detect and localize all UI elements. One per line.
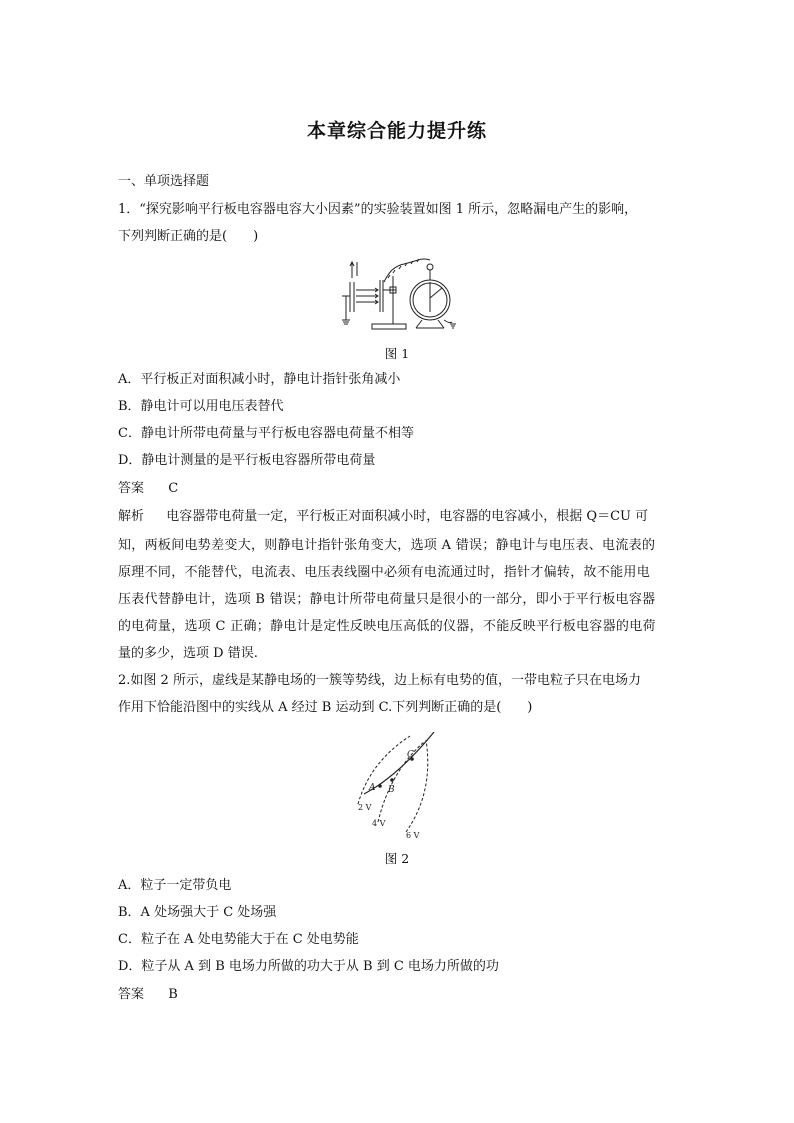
point-b [390,778,394,782]
q1-option-c: C．静电计所带电荷量与平行板电容器电荷量不相等 [118,426,414,441]
q1-option-d: D．静电计测量的是平行板电容器所带电荷量 [118,453,376,468]
page-title: 本章综合能力提升练 [306,120,487,142]
q1-analysis-line4: 压表代替静电计，选项 B 错误；静电计所带电荷量只是很小的一部分，即小于平行板电容器 [118,592,656,607]
label-b: B [388,785,395,795]
label-2v: 2 V [358,803,372,812]
q1-analysis-line1 [118,508,648,526]
figure-2-equipotentials [350,732,440,842]
equipotential-4v [378,742,424,822]
q1-analysis-label: 解析 [118,509,145,524]
q2-option-b: B．A 处场强大于 C 处场强 [118,905,277,920]
q1-option-b: B．静电计可以用电压表替代 [118,399,284,414]
q2-option-d: D．粒子从 A 到 B 电场力所做的功大于从 B 到 C 电场力所做的功 [118,959,499,974]
label-4v: 4 V [372,819,386,828]
q1-analysis-line5: 的电荷量，选项 C 正确；静电计是定性反映电压高低的仪器，不能反映平行板电容器的电荷 [118,619,656,634]
q1-analysis-line3: 原理不同，不能替代，电流表、电压表线圈中必须有电流通过时，指针才偏转，故不能用电 [118,565,651,580]
q2-stem-line1: 2.如图 2 所示，虚线是某静电场的一簇等势线，边上标有电势的值，一带电粒子只在电场力 [118,673,641,688]
q2-option-c: C．粒子在 A 处电势能大于在 C 处电势能 [118,932,359,947]
label-a: A [369,783,376,793]
q1-option-a: A．平行板正对面积减小时，静电计指针张角减小 [118,372,401,387]
label-6v: 6 V [406,831,420,840]
figure-1-caption: 图 1 [384,346,410,361]
q1-answer-row [118,480,178,498]
q2-answer-row [118,986,178,1004]
q2-answer-label: 答案 [118,987,145,1002]
equipotential-2v [358,736,410,804]
q1-answer-label: 答案 [118,481,145,496]
q1-analysis-text: 电容器带电荷量一定，平行板正对面积减小时，电容器的电容减小，根据 Q＝CU 可 [166,509,649,524]
q1-stem-line1: 1．“探究影响平行板电容器电容大小因素”的实验装置如图 1 所示，忽略漏电产生的影响， [118,202,638,217]
q2-option-a: A．粒子一定带负电 [118,878,232,893]
q1-analysis-line2: 知，两板间电势差变大，则静电计指针张角变大，选项 A 错误；静电计与电压表、电流表的 [118,538,656,553]
figure-1-apparatus [338,254,460,336]
q1-answer-value: C [168,481,179,496]
q2-answer-value: B [168,987,178,1002]
q2-stem-line2: 作用下恰能沿图中的实线从 A 经过 B 运动到 C.下列判断正确的是( ) [118,700,533,715]
q1-analysis-line6: 量的多少，选项 D 错误. [118,646,258,661]
q1-stem-line2: 下列判断正确的是( ) [118,229,259,244]
figure-2-caption: 图 2 [384,851,410,866]
section-heading: 一、单项选择题 [118,174,210,189]
label-c: C [407,750,414,760]
point-a [378,784,382,788]
